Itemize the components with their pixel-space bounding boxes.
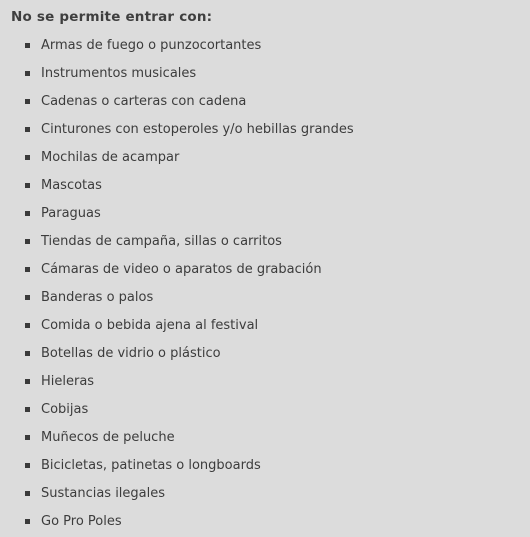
square-bullet-icon bbox=[25, 519, 30, 524]
list-item bbox=[0, 396, 354, 424]
prohibited-items-list bbox=[0, 32, 354, 536]
list-item-label: Go Pro Poles bbox=[41, 514, 122, 529]
square-bullet-icon bbox=[25, 295, 30, 300]
list-item bbox=[0, 452, 354, 480]
square-bullet-icon bbox=[25, 351, 30, 356]
square-bullet-icon bbox=[25, 435, 30, 440]
square-bullet-icon bbox=[25, 211, 30, 216]
list-item-label: Bicicletas, patinetas o longboards bbox=[41, 458, 261, 473]
list-item bbox=[0, 172, 354, 200]
list-item bbox=[0, 228, 354, 256]
list-heading: No se permite entrar con: bbox=[11, 9, 213, 25]
list-item-label: Muñecos de peluche bbox=[41, 430, 175, 445]
square-bullet-icon bbox=[25, 491, 30, 496]
list-item-label: Hieleras bbox=[41, 374, 95, 389]
square-bullet-icon bbox=[25, 99, 30, 104]
list-item-label: Botellas de vidrio o plástico bbox=[41, 346, 221, 361]
square-bullet-icon bbox=[25, 379, 30, 384]
list-item bbox=[0, 88, 354, 116]
list-item-label: Cámaras de video o aparatos de grabación bbox=[41, 262, 322, 277]
list-item bbox=[0, 116, 354, 144]
list-item-label: Cinturones con estoperoles y/o hebillas grandes bbox=[41, 122, 354, 137]
list-item bbox=[0, 508, 354, 536]
list-item bbox=[0, 144, 354, 172]
list-item bbox=[0, 200, 354, 228]
square-bullet-icon bbox=[25, 239, 30, 244]
list-item bbox=[0, 32, 354, 60]
list-item-label: Mascotas bbox=[41, 178, 102, 193]
list-item-label: Armas de fuego o punzocortantes bbox=[41, 38, 262, 53]
list-item bbox=[0, 312, 354, 340]
square-bullet-icon bbox=[25, 183, 30, 188]
list-item-label: Instrumentos musicales bbox=[41, 66, 197, 81]
list-item-label: Cadenas o carteras con cadena bbox=[41, 94, 247, 109]
square-bullet-icon bbox=[25, 463, 30, 468]
square-bullet-icon bbox=[25, 43, 30, 48]
list-item bbox=[0, 368, 354, 396]
square-bullet-icon bbox=[25, 127, 30, 132]
square-bullet-icon bbox=[25, 407, 30, 412]
list-item-label: Paraguas bbox=[41, 206, 101, 221]
square-bullet-icon bbox=[25, 267, 30, 272]
list-item-label: Sustancias ilegales bbox=[41, 486, 166, 501]
list-item-label: Banderas o palos bbox=[41, 290, 154, 305]
square-bullet-icon bbox=[25, 323, 30, 328]
list-item bbox=[0, 256, 354, 284]
list-item bbox=[0, 284, 354, 312]
list-item-label: Mochilas de acampar bbox=[41, 150, 180, 165]
list-item bbox=[0, 340, 354, 368]
square-bullet-icon bbox=[25, 71, 30, 76]
list-item bbox=[0, 480, 354, 508]
list-item-label: Tiendas de campaña, sillas o carritos bbox=[41, 234, 282, 249]
list-item bbox=[0, 424, 354, 452]
list-item-label: Comida o bebida ajena al festival bbox=[41, 318, 259, 333]
list-item bbox=[0, 60, 354, 88]
list-item-label: Cobijas bbox=[41, 402, 89, 417]
square-bullet-icon bbox=[25, 155, 30, 160]
